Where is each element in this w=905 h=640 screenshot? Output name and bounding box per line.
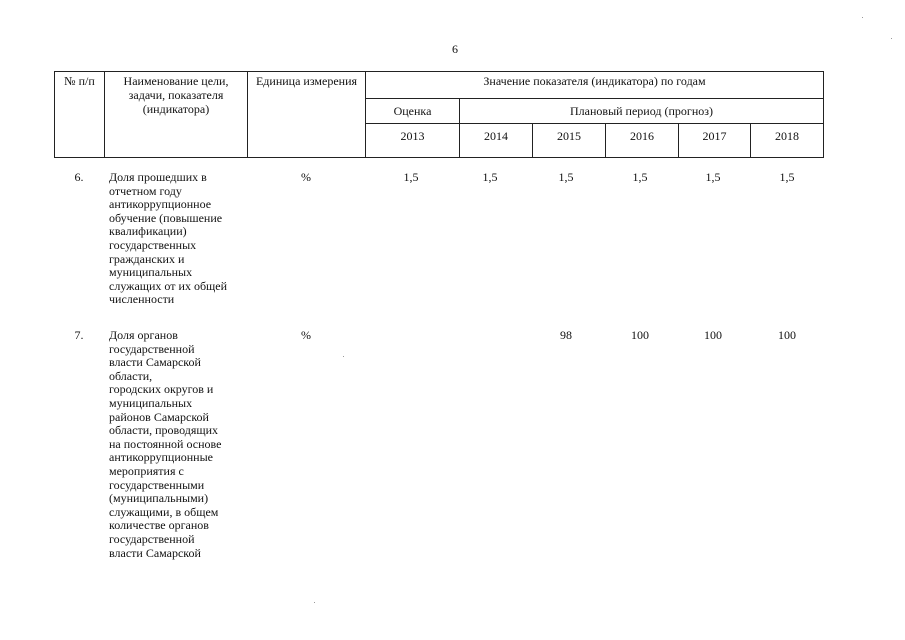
row-number: 6. <box>74 170 84 184</box>
row-value: 1,5 <box>705 170 721 184</box>
row-unit: % <box>301 170 311 184</box>
header-year: 2017 <box>679 124 751 158</box>
row-value: 1,5 <box>558 170 574 184</box>
row-value: 1,5 <box>482 170 498 184</box>
header-year: 2015 <box>533 124 606 158</box>
row-value: 100 <box>704 328 722 342</box>
scan-speck <box>862 17 863 18</box>
scan-speck <box>891 38 892 39</box>
header-col-plan: Плановый период (прогноз) <box>460 99 824 124</box>
header-year: 2016 <box>606 124 679 158</box>
header-year: 2013 <box>366 124 460 158</box>
row-indicator-name: Доля органов государственной власти Самарской области, городских округов и муниципальных районов Самарской области, проводящих на постоянной основе антикоррупционные мероприятия с государственными (муниципальными) служащими, в общем количестве органов государственной власти Самарской <box>109 328 222 560</box>
row-value: 1,5 <box>632 170 648 184</box>
header-col-values: Значение показателя (индикатора) по годам <box>366 72 824 99</box>
scan-speck <box>314 602 315 603</box>
row-number: 7. <box>74 328 84 342</box>
header-year: 2018 <box>751 124 824 158</box>
header-col-unit: Единица измерения <box>248 72 366 158</box>
page-number: 6 <box>452 42 458 56</box>
header-col-name: Наименование цели, задачи, показателя (индикатора) <box>105 72 248 158</box>
header-col-number: № п/п <box>55 72 105 158</box>
row-indicator-name: Доля прошедших в отчетном году антикоррупционное обучение (повышение квалификации) государственных гражданских и муниципальных служащих от их общей численности <box>109 170 228 307</box>
row-unit: % <box>301 328 311 342</box>
row-value: 100 <box>631 328 649 342</box>
header-col-estimate: Оценка <box>366 99 460 124</box>
header-year: 2014 <box>460 124 533 158</box>
row-value: 1,5 <box>403 170 419 184</box>
scan-speck <box>343 356 344 357</box>
indicator-table-header <box>54 71 824 158</box>
row-value: 100 <box>778 328 796 342</box>
row-value: 98 <box>560 328 572 342</box>
row-value: 1,5 <box>779 170 795 184</box>
